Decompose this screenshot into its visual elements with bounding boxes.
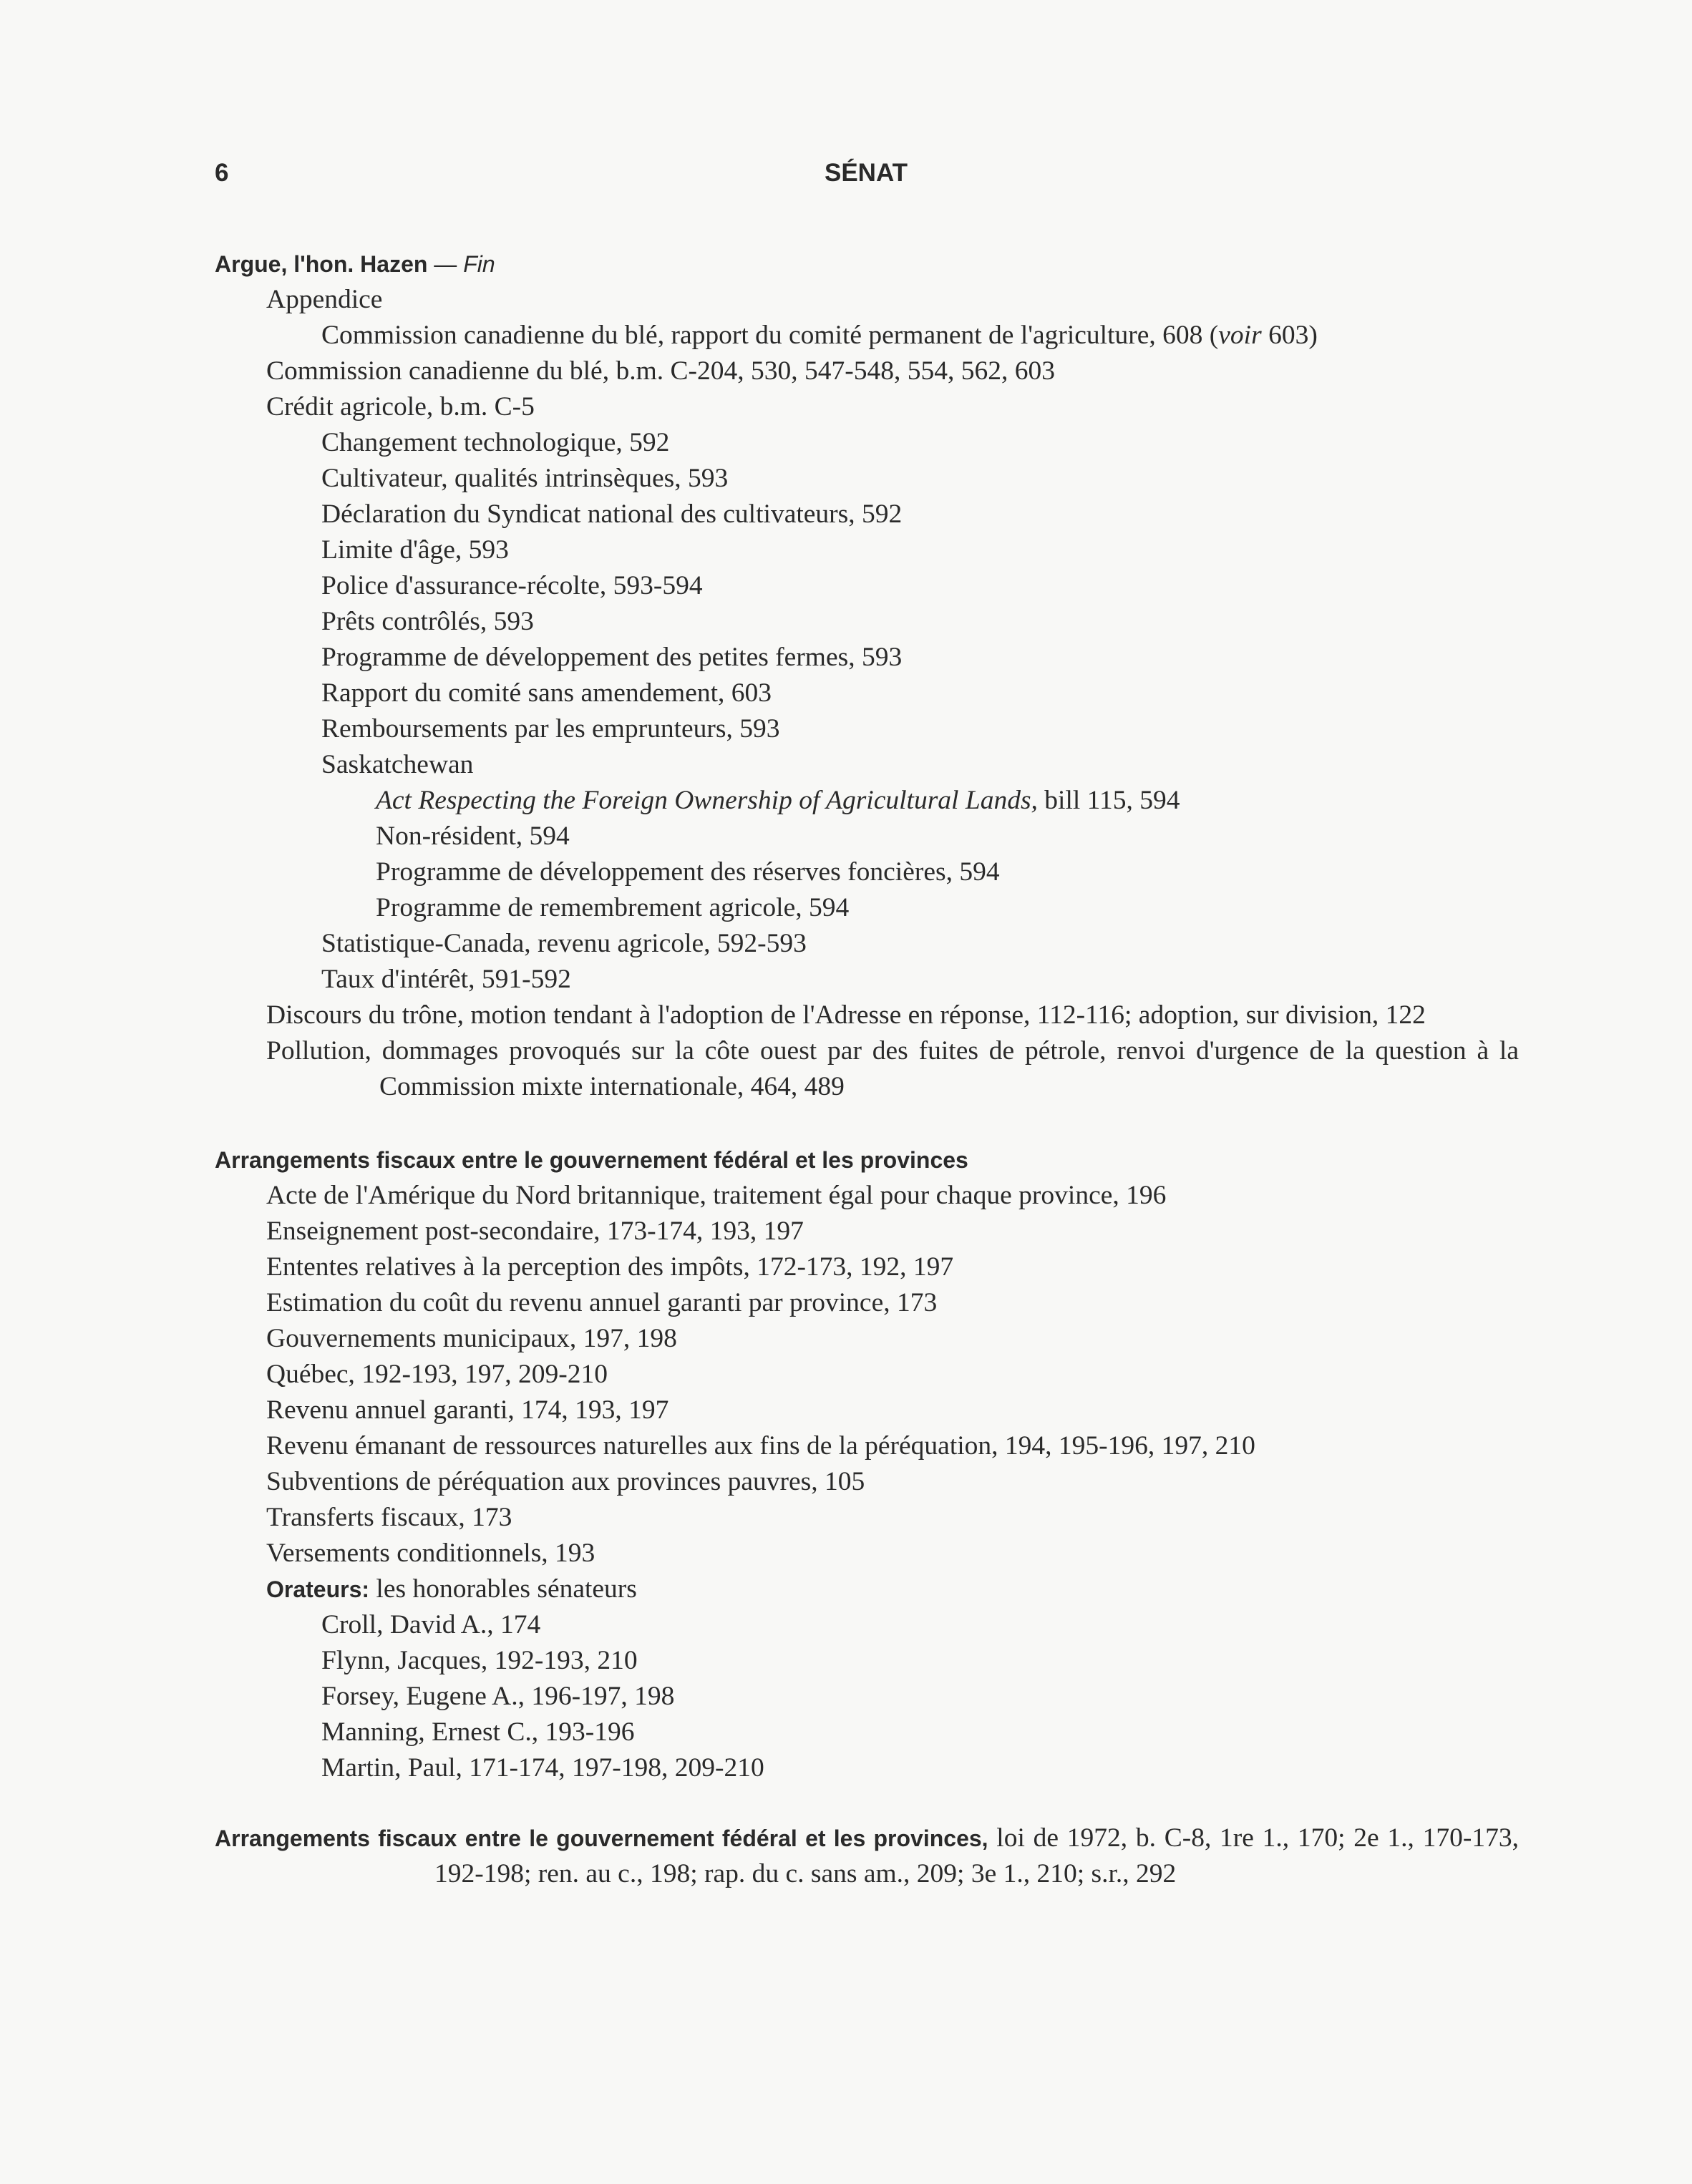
page-number: 6 (215, 159, 229, 187)
list-item: Québec, 192-193, 197, 209-210 (266, 1360, 608, 1389)
orateurs-label: Orateurs: les honorables sénateurs (266, 1574, 637, 1604)
credit-agricole: Crédit agricole, b.m. C-5 (266, 392, 535, 421)
list-item: Programme de développement des réserves foncières, 594 (376, 857, 1000, 887)
list-item: Programme de remembrement agricole, 594 (376, 893, 850, 922)
list-item: Acte de l'Amérique du Nord britannique, traitement égal pour chaque province, 196 (266, 1181, 1167, 1210)
ble-bill: Commission canadienne du blé, b.m. C-204, 530, 547-548, 554, 562, 603 (266, 356, 1055, 386)
list-item: Cultivateur, qualités intrinsèques, 593 (321, 464, 729, 493)
list-item: Programme de développement des petites fermes, 593 (321, 643, 903, 672)
orateur: Martin, Paul, 171-174, 197-198, 209-210 (321, 1753, 764, 1783)
list-item: Transferts fiscaux, 173 (266, 1503, 512, 1532)
list-item: Revenu émanant de ressources naturelles aux fins de la péréquation, 194, 195-196, 197, 210 (266, 1431, 1255, 1461)
list-item: Rapport du comité sans amendement, 603 (321, 678, 772, 708)
section2-heading: Arrangements fiscaux entre le gouvernement fédéral et les provinces (215, 1147, 968, 1173)
list-item: Déclaration du Syndicat national des cultivateurs, 592 (321, 499, 903, 529)
list-item: Prêts contrôlés, 593 (321, 607, 534, 636)
orateur: Forsey, Eugene A., 196-197, 198 (321, 1682, 675, 1711)
list-item: Revenu annuel garanti, 174, 193, 197 (266, 1395, 669, 1425)
section3-entry: Arrangements fiscaux entre le gouvernement fédéral et les provinces, loi de 1972, b. C-8, 1re 1., 170; 2e 1., 170-173, 192-198; ren. au c., 198; rap. du c. sans am., 209; 3e 1., 210; s.r., 292 (215, 1823, 1520, 1888)
discours: Discours du trône, motion tendant à l'adoption de l'Adresse en réponse, 112-116; adoption, sur division, 122 (266, 1000, 1426, 1030)
list-item: Act Respecting the Foreign Ownership of Agricultural Lands, bill 115, 594 (376, 786, 1180, 815)
page-header (215, 159, 1517, 195)
list-item: Saskatchewan (321, 750, 474, 779)
list-item: Non-résident, 594 (376, 822, 570, 851)
list-item: Taux d'intérêt, 591-592 (321, 965, 571, 994)
list-item: Enseignement post-secondaire, 173-174, 193, 197 (266, 1217, 804, 1246)
list-item: Estimation du coût du revenu annuel garanti par province, 173 (266, 1288, 938, 1317)
list-item: Police d'assurance-récolte, 593-594 (321, 571, 703, 600)
list-item: Ententes relatives à la perception des impôts, 172-173, 192, 197 (266, 1252, 954, 1282)
appendice: Appendice (266, 285, 383, 314)
list-item: Subventions de péréquation aux provinces pauvres, 105 (266, 1467, 865, 1496)
list-item: Changement technologique, 592 (321, 428, 670, 457)
list-item: Gouvernements municipaux, 197, 198 (266, 1324, 677, 1353)
list-item: Remboursements par les emprunteurs, 593 (321, 714, 780, 744)
index-content (215, 246, 1519, 1892)
pollution: Pollution, dommages provoqués sur la côte ouest par des fuites de pétrole, renvoi d'urgence de la question à la Commission mixte internationale, 464, 489 (266, 1036, 1519, 1101)
list-item: Statistique-Canada, revenu agricole, 592-593 (321, 929, 807, 958)
orateur: Flynn, Jacques, 192-193, 210 (321, 1646, 638, 1675)
orateur: Croll, David A., 174 (321, 1610, 541, 1639)
orateur: Manning, Ernest C., 193-196 (321, 1717, 635, 1747)
running-title: SÉNAT (824, 159, 908, 187)
section1-heading: Argue, l'hon. Hazen — Fin (215, 251, 495, 277)
heading-suffix: Fin (463, 251, 495, 277)
list-item: Versements conditionnels, 193 (266, 1539, 595, 1568)
appendice-item: Commission canadienne du blé, rapport du comité permanent de l'agriculture, 608 (voir 603) (321, 321, 1318, 350)
heading-text: Argue, l'hon. Hazen (215, 251, 428, 277)
list-item: Limite d'âge, 593 (321, 535, 509, 565)
